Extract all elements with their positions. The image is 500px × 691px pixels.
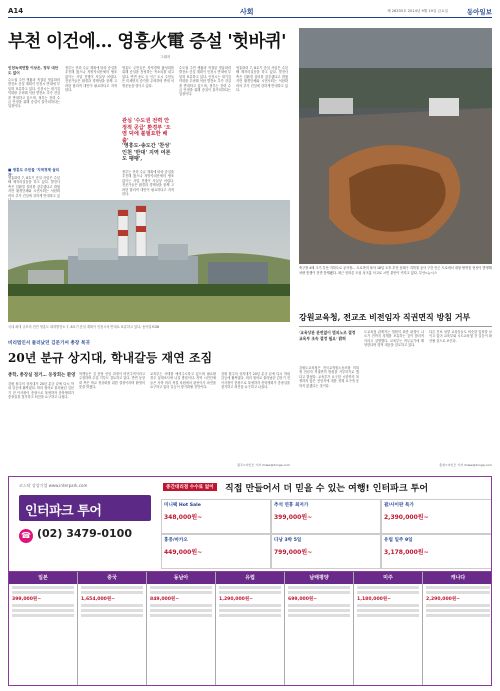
- region-price: 699,000원~: [288, 597, 318, 602]
- region-name: 일본: [9, 572, 77, 584]
- lead-body-4b: 정부는 전력 수급 계획에 따라 증설을 추진해 왔으나 지방자치단체의 협조 없이는 사업 진행이 사실상 어렵다. 전문가들은 환경과 경제성을 함께 고려한 합리적 대안이 필요하다고 지적한다.: [122, 170, 174, 197]
- school-kicker: 비리법인서 물러났던 김문기씨 총장 복귀: [8, 341, 90, 346]
- photo-caption: 국내 최대 규모의 전진 영흥도 화력발전소 7, 8호기 증설 계획이 인천시의 반대로 표류하고 있다. 동아일보DB: [8, 325, 160, 329]
- page-number: A14: [8, 7, 24, 15]
- travel-advertisement[interactable]: [8, 476, 492, 686]
- edu-body-2: 도교육청 관계자는 법원의 최종 판결이 나오기 전까지 징계를 보류하는 것이 합리적이라고 설명했다. 교육부는 직무유기에 해당한다며 법적 대응을 검토하고 있다.: [364, 330, 424, 348]
- newspaper-name: 동아일보: [466, 8, 492, 16]
- lead-headline: 부천 이건에… 영흥火電 증설 '헛바퀴': [8, 32, 286, 52]
- lead-body-1b: 수도권 주민 생활과 직결된 영흥화력발전소 증설 계획이 인천시 반대에 부딪혀 표류하고 있다. 인천시는 대기질 악화를 우려해 석탄 발전소 추가 건설을 반대하고 있으며, 정부는 전력 수급 안정을 위해 증설이 불가피하다는 입장이다.: [179, 66, 231, 97]
- school-headline: 20년 분규 상지대, 학내갈등 재연 조짐: [8, 351, 213, 365]
- region-5[interactable]: [354, 572, 423, 686]
- section-title: 사회: [240, 8, 254, 16]
- region-1[interactable]: [78, 572, 147, 686]
- lead-side-head-1: 관심 '수도권 전력 안정적 공급' 환경부 '오염 덕에 불필요한 배출': [122, 118, 171, 144]
- ad-regions: [9, 571, 492, 686]
- ad-promo-banner: [161, 477, 492, 499]
- issue-date: 제 28335호 2014년 9월 19일 금요일: [387, 9, 448, 13]
- ad-brand-name: 인터파크 투어: [25, 504, 102, 519]
- sinkhole-illustration: [299, 28, 492, 264]
- region-name: 동남아: [147, 572, 215, 584]
- special-price: 799,000원~: [274, 549, 313, 556]
- lead-body-2: 영흥화력 7, 8호기 증설 사업은 수년째 제자리걸음을 하고 있다. 발전사 측은 친환경 설비를 갖추겠다고 밝혔지만 환경단체와 시민사회는 석탄화력의 추가 건설에 강하게 반대하고 있: [8, 176, 60, 198]
- region-name: 미주: [354, 572, 422, 584]
- region-6[interactable]: [423, 572, 492, 686]
- sinkhole-caption-text: 축구장 4배 크기 부산 지하도로 공사장… 도로까지 폭삭 18일 오후 부산 동래구 지하철 공사 구간 인근 도로에서 대형 땅꺼짐 현상이 발생해 차량 통행이 전면 통제됐다. 최근 잇따른 도심 싱크홀 사고로 시민 불안이 커지고 있다. 부산=뉴시스: [299, 266, 492, 275]
- special-price: 2,390,000원~: [384, 514, 429, 521]
- special-1[interactable]: [161, 534, 271, 569]
- special-price: 348,000원~: [164, 514, 203, 521]
- special-title: 다낭 3박 5일: [274, 538, 302, 543]
- region-name: 남태평양: [285, 572, 353, 584]
- sinkhole-photo: [299, 28, 492, 264]
- special-0[interactable]: [161, 499, 271, 534]
- region-name: 중국: [78, 572, 146, 584]
- lead-body-2b: 영흥화력 7, 8호기 증설 사업은 수년째 제자리걸음을 하고 있다. 발전사 측은 친환경 설비를 갖추겠다고 밝혔지만 환경단체와 시민사회는 석탄화력의 추가 건설에 강하게 반대하고 있다.: [236, 66, 288, 93]
- school-body-1b: 강원 원주의 상지대가 20년 분규 끝에 다시 학내 갈등에 휩싸였다. 비리 혐의로 물러났던 김문기 전 이사장이 총장으로 복귀하자 총학생회가 총장실을 점거하고 퇴진을 요구하고 나섰다.: [221, 372, 290, 390]
- ad-specials: [161, 499, 492, 569]
- special-title: 미니팩 Hot Sale: [164, 503, 201, 508]
- region-price: 1,290,000원~: [219, 597, 254, 602]
- region-3[interactable]: [216, 572, 285, 686]
- special-4[interactable]: [381, 499, 492, 534]
- school-body-3: 교육부는 사태를 예의주시하고 있으며 필요할 경우 실태조사에 나설 방침이다. 지역 시민단체들은 사학 비리 척결 차원에서 관선이사 파견을 요구하고 있어 갈등이 장기화될 전망이다.: [150, 372, 216, 390]
- ad-brand-logo: [19, 495, 151, 521]
- lead-body-1: 수도권 주민 생활과 직결된 영흥화력발전소 증설 계획이 인천시 반대에 부딪혀 표류하고 있다. 인천시는 대기질 악화를 우려해 석탄 발전소 추가 건설을 반대하고 있으며, 정부는 전력 수급 안정을 위해 증설이 불가피하다는 입장이다.: [8, 78, 60, 109]
- school-sub: 총학, 총장실 점거… 동창회는 환영: [8, 373, 76, 378]
- lead-body-4: 정부는 전력 수급 계획에 따라 증설을 추진해 왔으나 지방자치단체의 협조 없이는 사업 진행이 사실상 어렵다. 전문가들은 환경과 경제성을 함께 고려한 합리적 대안이 필요하다고 지적한다.: [65, 66, 117, 93]
- ad-phone[interactable]: (02) 3479-0100: [37, 527, 132, 540]
- school-byline: 원주=이인모 기자 imlee@donga.com: [237, 463, 290, 467]
- school-body-1: 강원 원주의 상지대가 20년 분규 끝에 다시 학내 갈등에 휩싸였다. 비리 혐의로 물러났던 김문기 전 이사장이 총장으로 복귀하자 총학생회가 총장실을 점거하고 퇴진을 요구하고 나섰다.: [8, 382, 74, 400]
- phone-icon: ☎: [19, 529, 33, 543]
- region-price: 849,000원~: [150, 597, 180, 602]
- edu-headline: 강원교육청, 전교조 비전임자 직권면직 방침 거부: [299, 312, 492, 327]
- special-title: 유럽 일주 9일: [384, 538, 413, 543]
- special-5[interactable]: [381, 534, 492, 569]
- edu-byline: 춘천=이인모 기자 imlee@donga.com: [439, 463, 492, 467]
- region-price: 399,000원~: [12, 597, 42, 602]
- school-body-2: 학생들은 김 총장 선임 과정이 비민주적이라고 주장하며 수업 거부도 검토하고 있다. 반면 동창회 측은 학교 정상화를 위한 결정이라며 환영의 뜻을 밝혔다.: [79, 372, 145, 390]
- lead-byline: 인천녹색연합 이상은, 정부 대안도 없어: [8, 66, 59, 75]
- region-2[interactable]: [147, 572, 216, 686]
- ad-promo-tag: 중간대리점 수수료 없이: [163, 483, 217, 491]
- special-title: 괌/사이판 특가: [384, 503, 414, 508]
- ad-company-tag: 코스닥 상장기업 www.interpark.com: [19, 483, 88, 488]
- region-0[interactable]: [9, 572, 78, 686]
- region-4[interactable]: [285, 572, 354, 686]
- region-price: 1,180,000원~: [357, 597, 392, 602]
- region-name: 캐나다: [423, 572, 492, 584]
- special-3[interactable]: [271, 534, 381, 569]
- region-price: 1,654,000원~: [81, 597, 116, 602]
- special-title: 추석 연휴 최저가: [274, 503, 309, 508]
- edu-lede: '교육상관 관련없이 법외노조 결정 교육부 조속 결정 필요' 밝혀: [299, 330, 356, 341]
- page-header: [8, 6, 492, 18]
- special-price: 449,000원~: [164, 549, 203, 556]
- graphic-label: 그래픽: [160, 55, 171, 59]
- special-title: 홍콩/마카오: [164, 538, 188, 543]
- lead-body-5: 영흥도 주민들은 지역경제 활성화를 위해 증설을 찬성하는 목소리를 내고 있다. 반면 송도 등 인근 도시 주민들은 미세먼지 증가를 우려하며 반대 서명운동을 벌이고 있다.: [122, 66, 174, 88]
- ad-brand-block: [9, 477, 161, 569]
- special-price: 399,000원~: [274, 514, 313, 521]
- power-plant-illustration: [8, 200, 290, 322]
- lead-side-head-2: '영흥도-송도간 '찬성' 인천 '반대' 지역 여론도 팽팽',: [122, 143, 171, 163]
- region-name: 유럽: [216, 572, 284, 584]
- special-2[interactable]: [271, 499, 381, 534]
- region-price: 2,290,000원~: [426, 597, 461, 602]
- edu-body-3: 다른 진보 성향 교육감들도 비슷한 입장을 보이고 있어 교육부와 시도교육청 간 갈등이 확산될 것으로 보인다.: [429, 330, 492, 343]
- sinkhole-caption: [299, 266, 492, 300]
- edu-body-1: 강원도교육청은 전국교직원노동조합 미복귀 전임자 직권면직 방침을 거부하기로 했다고 밝혔다. 교육부가 요구한 시한까지 복귀하지 않은 전임자에 대한 징계 요구에 응하지 않겠다는 것이다.: [299, 366, 359, 388]
- power-plant-photo: [8, 200, 290, 322]
- lead-point-title: ■ 영흥도 주민들 '지역경제 살리자': [8, 168, 60, 177]
- ad-promo-head: 직접 만들어서 더 믿을 수 있는 여행! 인터파크 투어: [225, 484, 429, 494]
- special-price: 3,178,000원~: [384, 549, 429, 556]
